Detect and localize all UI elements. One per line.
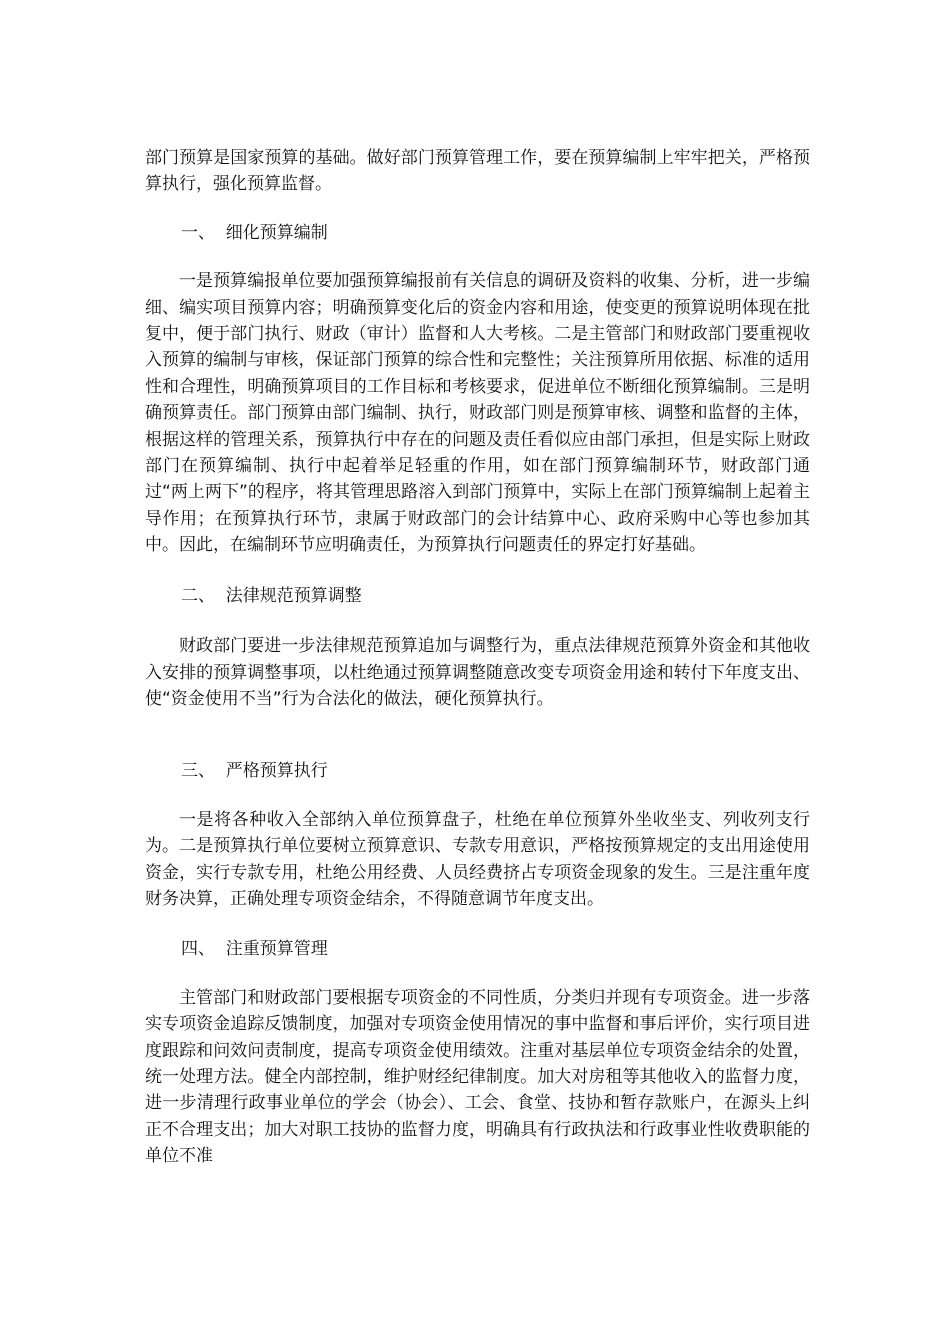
document-page xyxy=(145,145,810,1170)
intro-paragraph: 部门预算是国家预算的基础。做好部门预算管理工作，要在预算编制上牢牢把关，严格预算执行，强化预算监督。 xyxy=(145,148,810,195)
section-heading-3: 三、 严格预算执行 xyxy=(181,761,328,782)
section-heading-1: 一、 细化预算编制 xyxy=(181,222,328,243)
section-body-1: 一是预算编报单位要加强预算编报前有关信息的调研及资料的收集、分析，进一步编细、编实项目预算内容；明确预算变化后的资金内容和用途，使变更的预算说明体现在批复中，便于部门执行、财政（审计）监督和人大考核。二是主管部门和财政部门要重视收入预算的编制与审核，保证部门预算的综合性和完整性；关注预算所用依据、标准的适用性和合理性，明确预算项目的工作目标和考核要求，促进单位不断细化预算编制。三是明确预算责任。部门预算由部门编制、执行，财政部门则是预算审核、调整和监督的主体，根据这样的管理关系，预算执行中存在的问题及责任看似应由部门承担，但是实际上财政部门在预算编制、执行中起着举足轻重的作用，如在部门预算编制环节，财政部门通过“两上两下”的程序，将其管理思路溶入到部门预算中，实际上在部门预算编制上起着主导作用；在预算执行环节，隶属于财政部门的会计结算中心、政府采购中心等也参加其中。因此，在编制环节应明确责任，为预算执行问题责任的界定打好基础。 xyxy=(145,271,810,556)
section-body-3: 一是将各种收入全部纳入单位预算盘子，杜绝在单位预算外坐收坐支、列收列支行为。二是预算执行单位要树立预算意识、专款专用意识，严格按预算规定的支出用途使用资金，实行专款专用，杜绝公用经费、人员经费挤占专项资金现象的发生。三是注重年度财务决算，正确处理专项资金结余，不得随意调节年度支出。 xyxy=(145,809,810,909)
section-body-4: 主管部门和财政部门要根据专项资金的不同性质，分类归并现有专项资金。进一步落实专项资金追踪反馈制度，加强对专项资金使用情况的事中监督和事后评价，实行项目进度跟踪和问效问责制度，提高专项资金使用绩效。注重对基层单位专项资金结余的处置，统一处理方法。健全内部控制，维护财经纪律制度。加大对房租等其他收入的监督力度，进一步清理行政事业单位的学会（协会）、工会、食堂、技协和暂存款账户，在源头上纠正不合理支出；加大对职工技协的监督力度，明确具有行政执法和行政事业性收费职能的单位不准 xyxy=(145,987,810,1167)
section-body-2: 财政部门要进一步法律规范预算追加与调整行为，重点法律规范预算外资金和其他收入安排的预算调整事项，以杜绝通过预算调整随意改变专项资金用途和转付下年度支出、使“资金使用不当”行为合法化的做法，硬化预算执行。 xyxy=(145,636,810,709)
section-heading-2: 二、 法律规范预算调整 xyxy=(181,585,362,606)
section-heading-4: 四、 注重预算管理 xyxy=(181,939,328,960)
